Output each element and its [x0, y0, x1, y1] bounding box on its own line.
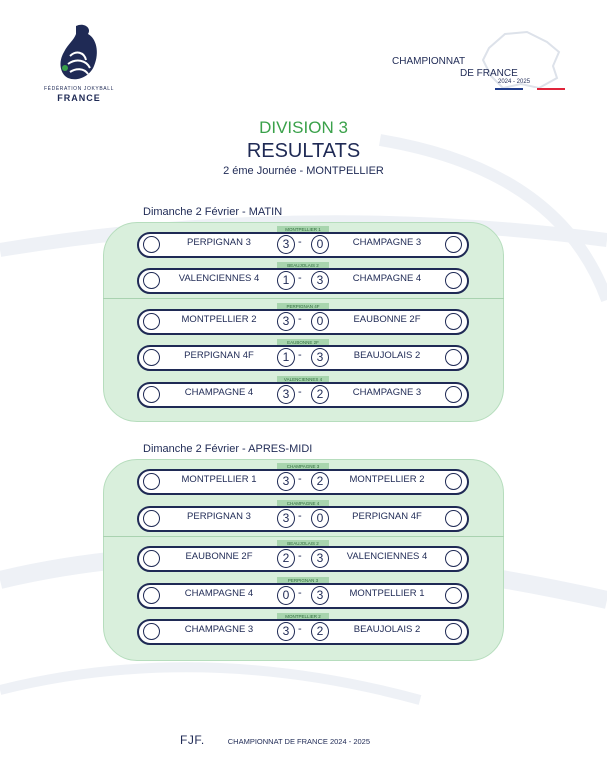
- away-score: 3: [311, 271, 329, 290]
- team-crest-icon: [445, 550, 462, 567]
- division-title: DIVISION 3: [259, 118, 348, 137]
- home-team: CHAMPAGNE 4: [184, 387, 254, 398]
- away-team: CHAMPAGNE 4: [352, 273, 422, 284]
- match-row: MONTPELLIER 2 CHAMPAGNE 3 3 - 2 BEAUJOLAIS 2: [137, 619, 469, 645]
- team-crest-icon: [143, 313, 160, 330]
- home-score: 3: [277, 472, 295, 491]
- home-score: 3: [277, 235, 295, 254]
- away-team: MONTPELLIER 1: [349, 588, 425, 599]
- home-team: PERPIGNAN 3: [187, 237, 251, 248]
- footer-brand: FJF.: [180, 733, 205, 747]
- match-row: PERPIGNAN 3 CHAMPAGNE 4 0 - 3 MONTPELLIER 1: [137, 583, 469, 609]
- away-team: BEAUJOLAIS 2: [353, 350, 421, 361]
- away-score: 0: [311, 509, 329, 528]
- federation-name: FÉDÉRATION JOKYBALL: [44, 86, 114, 92]
- federation-country: FRANCE: [57, 93, 101, 103]
- match-tag: EAUBONNE 2F: [277, 339, 329, 346]
- match-row: CHAMPAGNE 4 PERPIGNAN 3 3 - 0 PERPIGNAN 4F: [137, 506, 469, 532]
- team-crest-icon: [445, 236, 462, 253]
- home-team: CHAMPAGNE 4: [184, 588, 254, 599]
- team-crest-icon: [143, 473, 160, 490]
- team-crest-icon: [143, 550, 160, 567]
- home-score: 3: [277, 622, 295, 641]
- match-row: BEAUJOLAIS 2 VALENCIENNES 4 1 - 3 CHAMPAGNE 4: [137, 268, 469, 294]
- away-team: MONTPELLIER 2: [349, 474, 425, 485]
- team-crest-icon: [143, 386, 160, 403]
- match-tag: PERPIGNAN 4F: [277, 303, 329, 310]
- championship-line2: DE FRANCE: [460, 68, 518, 79]
- away-team: BEAUJOLAIS 2: [353, 624, 421, 635]
- home-score: 1: [277, 348, 295, 367]
- home-team: VALENCIENNES 4: [178, 273, 260, 284]
- page-subtitle: 2 éme Journée - MONTPELLIER: [223, 165, 384, 177]
- morning-divider: [103, 298, 504, 299]
- away-score: 2: [311, 472, 329, 491]
- home-score: 0: [277, 586, 295, 605]
- home-team: EAUBONNE 2F: [185, 551, 253, 562]
- home-team: PERPIGNAN 4F: [184, 350, 254, 361]
- championship-line1: CHAMPIONNAT: [392, 56, 466, 67]
- away-score: 2: [311, 622, 329, 641]
- match-tag: MONTPELLIER 2: [277, 613, 329, 620]
- team-crest-icon: [445, 510, 462, 527]
- championship-season: 2024 - 2025: [498, 79, 531, 85]
- home-score: 1: [277, 271, 295, 290]
- home-score: 3: [277, 312, 295, 331]
- championship-logo: [380, 30, 580, 100]
- team-crest-icon: [143, 587, 160, 604]
- home-score: 3: [277, 509, 295, 528]
- home-team: PERPIGNAN 3: [187, 511, 251, 522]
- match-row: BEAUJOLAIS 2 EAUBONNE 2F 2 - 3 VALENCIENNES 4: [137, 546, 469, 572]
- match-row: PERPIGNAN 4F MONTPELLIER 2 3 - 0 EAUBONNE 2F: [137, 309, 469, 335]
- away-score: 0: [311, 235, 329, 254]
- match-tag: BEAUJOLAIS 2: [277, 540, 329, 547]
- match-tag: CHAMPAGNE 4: [277, 500, 329, 507]
- home-score: 2: [277, 549, 295, 568]
- away-team: CHAMPAGNE 3: [352, 237, 422, 248]
- away-score: 3: [311, 586, 329, 605]
- home-team: CHAMPAGNE 3: [184, 624, 254, 635]
- match-row: VALENCIENNES 4 CHAMPAGNE 4 3 - 2 CHAMPAGNE 3: [137, 382, 469, 408]
- away-team: PERPIGNAN 4F: [352, 511, 422, 522]
- page-title: RESULTATS: [246, 140, 361, 162]
- away-team: VALENCIENNES 4: [346, 551, 428, 562]
- tricolor-line: [495, 88, 565, 90]
- team-crest-icon: [445, 386, 462, 403]
- footer-text: CHAMPIONNAT DE FRANCE 2024 - 2025: [227, 737, 370, 746]
- match-tag: BEAUJOLAIS 2: [277, 262, 329, 269]
- match-tag: VALENCIENNES 4: [277, 376, 329, 383]
- away-team: EAUBONNE 2F: [353, 314, 421, 325]
- team-crest-icon: [143, 272, 160, 289]
- match-tag: MONTPELLIER 1: [277, 226, 329, 233]
- match-row: EAUBONNE 2F PERPIGNAN 4F 1 - 3 BEAUJOLAIS 2: [137, 345, 469, 371]
- away-team: CHAMPAGNE 3: [352, 387, 422, 398]
- rooster-icon: [56, 22, 102, 84]
- team-crest-icon: [143, 623, 160, 640]
- morning-title: Dimanche 2 Février - MATIN: [143, 206, 283, 218]
- team-crest-icon: [445, 473, 462, 490]
- away-score: 0: [311, 312, 329, 331]
- afternoon-divider: [103, 536, 504, 537]
- team-crest-icon: [445, 272, 462, 289]
- federation-logo: [40, 22, 118, 103]
- match-tag: PERPIGNAN 3: [277, 577, 329, 584]
- team-crest-icon: [445, 587, 462, 604]
- team-crest-icon: [143, 236, 160, 253]
- team-crest-icon: [445, 313, 462, 330]
- team-crest-icon: [143, 510, 160, 527]
- match-row: MONTPELLIER 1 PERPIGNAN 3 3 - 0 CHAMPAGNE 3: [137, 232, 469, 258]
- home-team: MONTPELLIER 1: [181, 474, 257, 485]
- away-score: 3: [311, 549, 329, 568]
- away-score: 3: [311, 348, 329, 367]
- footer: [180, 733, 370, 747]
- team-crest-icon: [143, 349, 160, 366]
- home-score: 3: [277, 385, 295, 404]
- match-row: CHAMPAGNE 3 MONTPELLIER 1 3 - 2 MONTPELLIER 2: [137, 469, 469, 495]
- afternoon-title: Dimanche 2 Février - APRES-MIDI: [143, 443, 313, 455]
- away-score: 2: [311, 385, 329, 404]
- home-team: MONTPELLIER 2: [181, 314, 257, 325]
- team-crest-icon: [445, 349, 462, 366]
- match-tag: CHAMPAGNE 3: [277, 463, 329, 470]
- team-crest-icon: [445, 623, 462, 640]
